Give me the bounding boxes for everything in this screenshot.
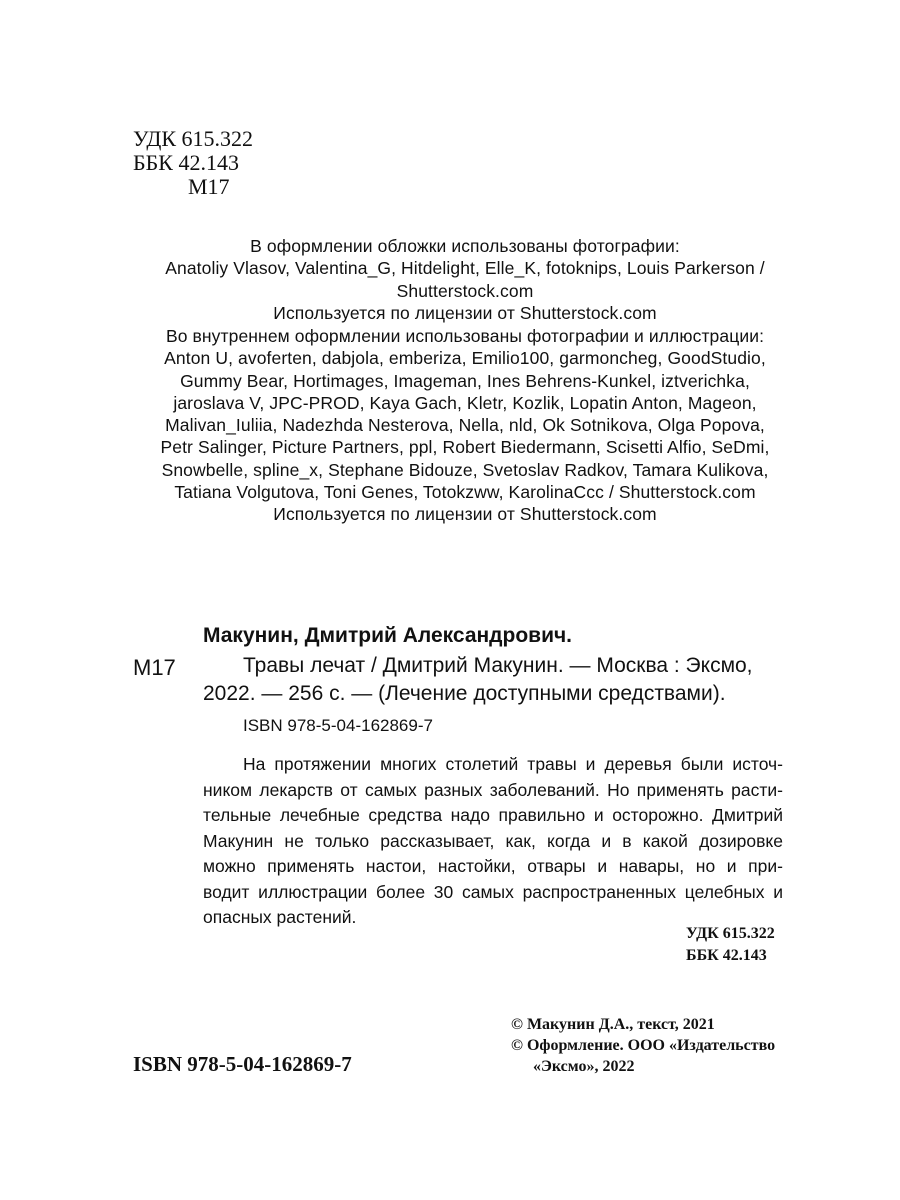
credit-line: Anton U, avoferten, dabjola, emberiza, Emilio100, garmoncheg, GoodStudio, (164, 348, 766, 369)
bibliographic-citation (203, 652, 783, 708)
citation-line: 2022. — 256 с. — (Лечение доступными средствами). (203, 682, 726, 705)
credit-line: Gummy Bear, Hortimages, Imageman, Ines Behrens-Kunkel, iztverichka, (180, 370, 750, 391)
credit-line: В оформлении обложки использованы фотографии: (250, 236, 680, 256)
annotation-line: ником лекарств от самых разных заболеваний. Но применять расти- (203, 779, 783, 800)
annotation-line: На протяжении многих столетий травы и деревья были источ- (243, 754, 783, 774)
interior-photo-credits (120, 325, 810, 526)
credit-line: Tatiana Volgutova, Toni Genes, Totokzww, KarolinaCcc / Shutterstock.com (174, 482, 756, 503)
catalog-author-mark: М17 (133, 655, 176, 680)
classification-codes-bottom (686, 923, 775, 967)
annotation-line: водит иллюстрации более 30 самых распространенных целебных и (203, 881, 783, 902)
credit-line: Используется по лицензии от Shutterstock.com (273, 302, 657, 323)
annotation-line: можно применять настои, настойки, отвары и навары, но и при- (203, 856, 783, 876)
isbn-bottom: ISBN 978-5-04-162869-7 (133, 1052, 352, 1076)
cover-photo-credits (120, 235, 810, 324)
udk-code: УДК 615.322 (133, 126, 254, 151)
credit-line: Snowbelle, spline_x, Stephane Bidouze, Svetoslav Radkov, Tamara Kulikova, (161, 459, 769, 480)
credit-line: Используется по лицензии от Shutterstock.com (273, 504, 657, 525)
copyright-design-line: © Оформление. ООО «Издательство (511, 1037, 776, 1054)
copyright-publisher-line: «Эксмо», 2022 (533, 1058, 635, 1075)
credit-line: Anatoliy Vlasov, Valentina_G, Hitdelight, Elle_K, fotoknips, Louis Parkerson / (165, 258, 765, 279)
author-heading: Макунин, Дмитрий Александрович. (203, 624, 573, 647)
udk-code-bottom: УДК 615.322 (686, 925, 775, 942)
bbk-code: ББК 42.143 (133, 150, 239, 175)
credit-line: Malivan_Iuliia, Nadezhda Nesterova, Nella, nld, Ok Sotnikova, Olga Popova, (165, 415, 765, 436)
credit-line: Petr Salinger, Picture Partners, ppl, Robert Biedermann, Scisetti Alfio, SeDmi, (160, 437, 770, 458)
author-mark: М17 (188, 174, 230, 199)
annotation-line: Макунин не только рассказывает, как, когда и в какой дозировке (203, 830, 783, 851)
isbn-record: ISBN 978-5-04-162869-7 (243, 716, 433, 735)
annotation-paragraph (203, 752, 783, 931)
annotation-line: опасных растений. (203, 907, 357, 927)
bbk-code-bottom: ББК 42.143 (686, 947, 767, 964)
credit-line: Shutterstock.com (396, 280, 534, 301)
copyright-notice (511, 1014, 775, 1077)
classification-codes (133, 127, 253, 199)
credit-line: jaroslava V, JPC-PROD, Kaya Gach, Kletr, Kozlik, Lopatin Anton, Mageon, (173, 392, 757, 413)
annotation-line: тельные лечебные средства надо правильно и осторожно. Дмитрий (203, 805, 783, 825)
credit-line: Во внутреннем оформлении использованы фотографии и иллюстрации: (165, 326, 765, 346)
citation-line: Травы лечат / Дмитрий Макунин. — Москва : Эксмо, (243, 654, 753, 677)
copyright-text-line: © Макунин Д.А., текст, 2021 (511, 1016, 715, 1033)
